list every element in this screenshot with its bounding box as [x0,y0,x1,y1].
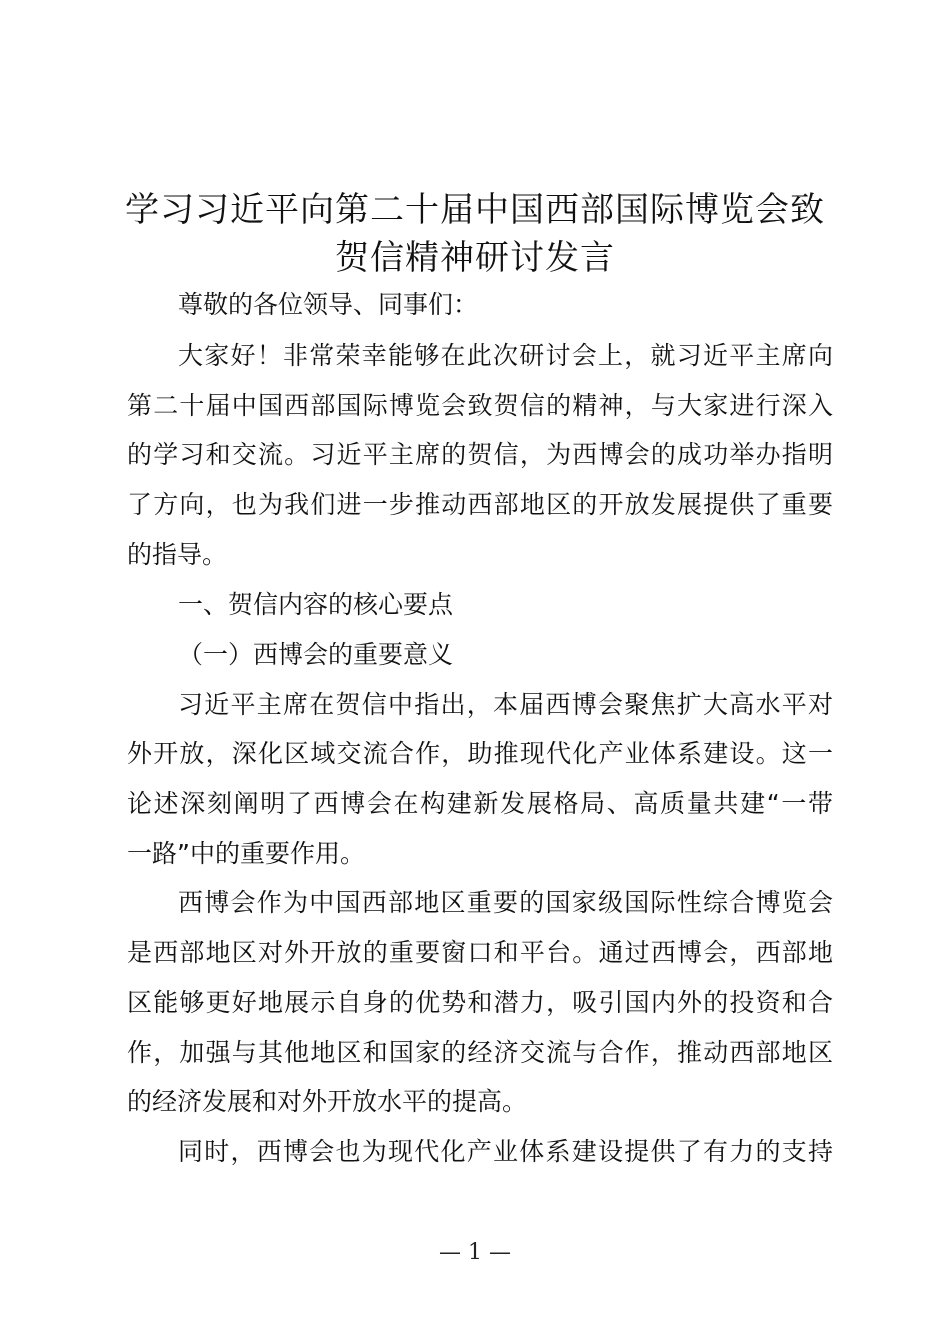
paragraph-line: 作，加强与其他地区和国家的经济交流与合作，推动西部地区 [127,1038,833,1067]
paragraph-line: 是西部地区对外开放的重要窗口和平台。通过西博会，西部地 [127,938,833,967]
paragraph-line: 第二十届中国西部国际博览会致贺信的精神，与大家进行深入 [127,391,833,420]
paragraph-line: 了方向，也为我们进一步推动西部地区的开放发展提供了重要 [127,490,833,519]
paragraph-line: 外开放，深化区域交流合作，助推现代化产业体系建设。这一 [127,739,833,768]
section-heading: 一、贺信内容的核心要点 [178,590,454,619]
paragraph-line: 的经济发展和对外开放水平的提高。 [127,1087,528,1116]
subsection-heading: （一）西博会的重要意义 [178,640,454,669]
paragraph-line: 习近平主席在贺信中指出，本届西博会聚焦扩大高水平对 [178,690,833,719]
paragraph-line: 西博会作为中国西部地区重要的国家级国际性综合博览会 [178,888,833,917]
salutation: 尊敬的各位领导、同事们： [178,290,479,319]
document-title-line-1: 学习习近平向第二十届中国西部国际博览会致 [125,190,825,230]
paragraph-line: 的学习和交流。习近平主席的贺信，为西博会的成功举办指明 [127,440,833,469]
paragraph-line: 一路”中的重要作用。 [127,839,365,868]
page-number: — 1 — [439,1240,511,1265]
document-title-line-2: 贺信精神研讨发言 [335,238,615,278]
paragraph-line: 论述深刻阐明了西博会在构建新发展格局、高质量共建“一带 [127,789,833,818]
paragraph-line: 的指导。 [127,540,228,569]
paragraph-line: 大家好！非常荣幸能够在此次研讨会上，就习近平主席向 [178,341,833,370]
paragraph-line: 同时，西博会也为现代化产业体系建设提供了有力的支持 [178,1137,833,1166]
paragraph-line: 区能够更好地展示自身的优势和潜力，吸引国内外的投资和合 [127,988,833,1017]
